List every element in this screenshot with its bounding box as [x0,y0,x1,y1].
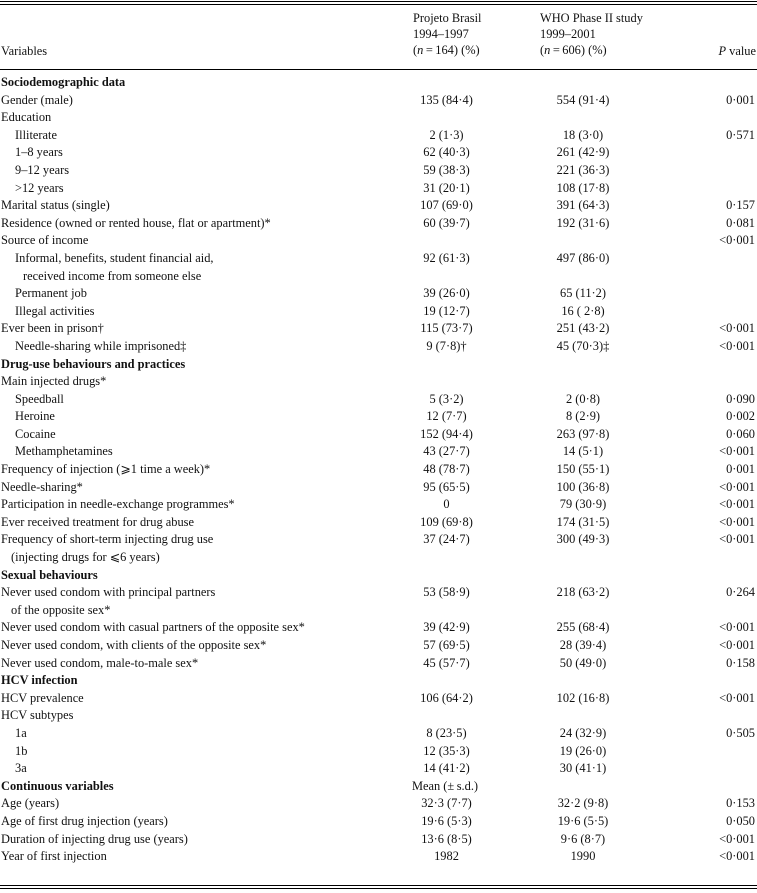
table-row [0,707,757,725]
table-row [0,232,757,250]
cell-who-phase2: 174 (31·5) [556,514,610,529]
table-row [0,426,757,444]
cell-p-value: 0·571 [726,127,755,142]
row-label [1,496,235,514]
row-label-text: Residence (owned or rented house, flat or apartment)* [1,215,271,230]
row-label [15,338,186,356]
table-row [0,320,757,338]
row-label-text: Ever been in prison† [1,321,104,336]
table-body [0,74,757,866]
column-header-b-n: (n = 606) (%) [540,43,607,57]
cell-who-phase2: 497 (86·0) [556,250,610,265]
table-row [0,197,757,215]
row-label-text: 1b [15,743,28,758]
table-row [0,496,757,514]
cell-who-phase2: 1990 [570,849,596,864]
cell-p-value: 0·153 [726,796,755,811]
cell-projeto-brasil: 107 (69·0) [420,198,473,213]
row-label [1,531,213,566]
row-label [1,514,194,532]
row-label-text: Illegal activities [15,303,95,318]
cell-projeto-brasil: 37 (24·7) [423,532,470,547]
cell-projeto-brasil: 39 (26·0) [423,286,470,301]
row-label [15,391,64,409]
table-row [0,373,757,391]
table-row [0,162,757,180]
table-row [0,215,757,233]
row-label-text: 1–8 years [15,145,63,160]
row-label-continuation: of the opposite sex* [11,602,111,617]
cell-projeto-brasil: 39 (42·9) [423,620,470,635]
cell-who-phase2: 218 (63·2) [556,585,610,600]
table-row [0,795,757,813]
row-label-text: Main injected drugs* [1,374,107,389]
cell-who-phase2: 300 (49·3) [556,532,610,547]
row-label-text: 9–12 years [15,162,70,177]
column-header-b-n-rest: = 606) (%) [550,43,607,57]
column-header-b-line1: WHO Phase II study [540,11,643,25]
row-label [1,232,88,250]
row-label [1,356,185,374]
row-label [15,426,56,444]
row-label [15,760,27,778]
table-row [0,408,757,426]
table-row [0,144,757,162]
cell-who-phase2: 108 (17·8) [556,180,610,195]
row-label [1,197,110,215]
table-row [0,690,757,708]
row-label-text: HCV infection [1,673,78,688]
column-header-a-line1: Projeto Brasil [413,11,482,25]
row-label-text: Illiterate [15,127,57,142]
table-row [0,303,757,321]
row-label [1,479,83,497]
row-label [15,127,57,145]
cell-projeto-brasil: 115 (73·7) [420,321,473,336]
row-label-text: Gender (male) [1,92,73,107]
cell-projeto-brasil: 92 (61·3) [423,250,470,265]
row-label-text: Year of first injection [1,849,107,864]
cell-p-value: <0·001 [719,620,755,635]
row-label [1,778,114,796]
row-label-continuation: (injecting drugs for ⩽6 years) [11,550,160,565]
table-row [0,531,757,566]
cell-who-phase2: 65 (11·2) [560,286,606,301]
cell-p-value: <0·001 [719,233,755,248]
row-label-text: 1a [15,725,27,740]
row-label-text: Drug-use behaviours and practices [1,356,186,371]
table-row [0,461,757,479]
row-label [1,813,168,831]
cell-who-phase2: 2 (0·8) [565,391,601,406]
column-header-p-italic: P [718,44,727,58]
table-row [0,443,757,461]
cell-p-value: 0·264 [726,585,755,600]
table-row [0,514,757,532]
row-label-text: Heroine [15,409,55,424]
cell-projeto-brasil: 45 (57·7) [423,655,470,670]
cell-p-value: 0·081 [726,215,755,230]
row-label [15,162,69,180]
cell-projeto-brasil: 135 (84·4) [420,92,473,107]
column-header-a-line2: 1994–1997 [413,27,469,41]
cell-p-value: <0·001 [719,514,755,529]
table-row [0,848,757,866]
row-label [1,619,305,637]
row-label-text: Cocaine [15,426,56,441]
cell-who-phase2: 263 (97·8) [556,426,610,441]
row-label [1,92,73,110]
table-row [0,109,757,127]
section-header-row [0,778,757,796]
cell-projeto-brasil: 2 (1·3) [429,127,464,142]
row-label [1,848,107,866]
row-label-text: Frequency of injection (⩾1 time a week)* [1,462,211,477]
cell-projeto-brasil: 60 (39·7) [423,215,470,230]
row-label-text: Never used condom, with clients of the opposite sex* [1,638,267,652]
row-label [1,74,125,92]
row-label-continuation: received income from someone else [23,268,202,283]
cell-p-value: <0·001 [719,690,755,705]
cell-who-phase2: 251 (43·2) [556,321,610,336]
cell-projeto-brasil: 9 (7·8)† [426,338,467,353]
table-top-rule-double [0,4,757,5]
table-row [0,760,757,778]
cell-projeto-brasil: 14 (41·2) [423,761,470,776]
row-label-text: Needle-sharing while imprisoned‡ [15,338,187,353]
row-label-text: Source of income [1,233,89,248]
row-label-text: Continuous variables [1,778,114,793]
cell-projeto-brasil: 31 (20·1) [423,180,470,195]
cell-who-phase2: 554 (91·4) [556,92,610,107]
column-header-who-phase2 [540,10,643,58]
row-label [1,707,73,725]
cell-who-phase2: 255 (68·4) [556,620,610,635]
row-label-text: Age of first drug injection (years) [1,813,168,828]
cell-who-phase2: 221 (36·3) [556,162,610,177]
table-row [0,619,757,637]
cell-p-value: <0·001 [719,338,755,353]
cell-projeto-brasil: 19·6 (5·3) [421,813,472,828]
column-header-p-rest: value [726,44,756,58]
row-label [1,215,271,233]
row-label-text: Methamphetamines [15,444,113,459]
cell-p-value: 0·050 [726,813,755,828]
cell-p-value: <0·001 [719,831,755,846]
row-label-text: Participation in needle-exchange programmes* [1,497,235,512]
column-header-b-n-italic: n [544,43,551,57]
row-label [1,373,106,391]
row-label-text: Sociodemographic data [1,75,126,89]
column-header-a-n-rest: = 164) (%) [423,43,480,57]
cell-who-phase2: 192 (31·6) [556,215,610,230]
column-header-b-line2: 1999–2001 [540,27,596,41]
cell-p-value: <0·001 [719,532,755,547]
row-label [15,303,94,321]
row-label [1,320,104,338]
cell-who-phase2: 100 (36·8) [556,479,610,494]
table-row [0,391,757,409]
row-label [1,672,78,690]
column-header-a-n: (n = 164) (%) [413,43,480,57]
row-label-text: Never used condom, male-to-male sex* [1,655,199,670]
column-header-p-value [718,43,756,59]
cell-who-phase2: 102 (16·8) [556,690,610,705]
row-label-text: Marital status (single) [1,198,110,213]
cell-projeto-brasil: 95 (65·5) [423,479,470,494]
cell-p-value: 0·060 [726,426,755,441]
row-label [15,250,214,285]
cell-who-phase2: 28 (39·4) [559,638,607,652]
cell-who-phase2: 14 (5·1) [562,444,604,459]
cell-projeto-brasil: 62 (40·3) [423,145,470,160]
cell-who-phase2: 50 (49·0) [559,655,607,670]
cell-who-phase2: 45 (70·3)‡ [556,338,610,353]
column-header-a-n-italic: n [417,43,424,57]
table-row [0,180,757,198]
section-header-row [0,567,757,585]
section-header-row [0,356,757,374]
cell-p-value: 0·505 [726,725,755,740]
table-row [0,479,757,497]
table-row [0,285,757,303]
table-bottom-rule-double [0,888,757,889]
cell-projeto-brasil: 59 (38·3) [423,162,470,177]
row-label [1,655,198,673]
cell-projeto-brasil: 109 (69·8) [420,514,473,529]
cell-who-phase2: 16 ( 2·8) [561,303,605,318]
table-row [0,813,757,831]
row-label-text: Age (years) [1,796,60,811]
row-label-text: Sexual behaviours [1,567,98,582]
column-header-variables-text: Variables [1,44,48,58]
row-label-text: HCV prevalence [1,690,84,705]
cell-p-value: <0·001 [719,497,755,512]
cell-p-value: <0·001 [719,638,755,652]
cell-p-value: 0·090 [726,391,755,406]
cell-projeto-brasil: 5 (3·2) [429,391,464,406]
cell-who-phase2: 24 (32·9) [559,725,607,740]
row-label-text: Permanent job [15,286,87,301]
row-label-text: Needle-sharing* [1,479,83,494]
table-row [0,725,757,743]
cell-projeto-brasil: 57 (69·5) [423,638,470,652]
row-label [15,285,87,303]
cell-who-phase2: 261 (42·9) [556,145,610,160]
row-label [15,180,64,198]
row-label-text: Never used condom with principal partners [1,585,216,600]
row-label-text: Education [1,110,52,125]
table-row [0,743,757,761]
row-label [15,725,27,743]
cell-p-value: <0·001 [719,321,755,336]
cell-projeto-brasil: 1982 [434,849,459,864]
column-header-variables [1,43,47,59]
cell-projeto-brasil: 32·3 (7·7) [421,796,472,811]
table-bottom-rule [0,885,757,886]
cell-projeto-brasil: 12 (7·7) [426,409,467,424]
row-label [1,109,51,127]
table-row [0,127,757,145]
cell-who-phase2: 18 (3·0) [562,127,604,142]
cell-p-value: <0·001 [719,849,755,864]
cell-who-phase2: 30 (41·1) [559,761,607,776]
cell-projeto-brasil: 53 (58·9) [423,585,470,600]
cell-who-phase2: 32·2 (9·8) [557,796,609,811]
table-row [0,831,757,849]
row-label-text: 3a [15,761,27,776]
cell-projeto-brasil: 8 (23·5) [426,725,467,740]
table-top-rule [0,1,757,2]
cell-p-value: 0·002 [726,409,755,424]
row-label [1,690,84,708]
cell-who-phase2: 79 (30·9) [559,497,607,512]
row-label [1,795,59,813]
cell-projeto-brasil: 152 (94·4) [420,426,473,441]
section-header-row [0,74,757,92]
row-label-text: HCV subtypes [1,708,74,723]
cell-who-phase2: 9·6 (8·7) [560,831,606,846]
cell-p-value: 0·001 [726,92,755,107]
table-row [0,655,757,673]
row-label [15,144,63,162]
row-label [15,408,55,426]
row-label [1,584,215,619]
row-label [1,637,266,655]
cell-projeto-brasil: 43 (27·7) [423,444,470,459]
cell-p-value: <0·001 [719,479,755,494]
row-label [1,461,210,479]
row-label [1,831,188,849]
row-label-text: Ever received treatment for drug abuse [1,514,194,529]
row-label-text: Never used condom with casual partners of the opposite sex* [1,620,305,635]
table-row [0,250,757,285]
cell-who-phase2: 19·6 (5·5) [557,813,609,828]
row-label-text: >12 years [15,180,64,195]
cell-who-phase2: 19 (26·0) [559,743,607,758]
column-header-projeto-brasil [413,10,482,58]
cell-p-value: 0·157 [726,198,755,213]
row-label [15,743,27,761]
row-label-text: Speedball [15,391,64,406]
cell-projeto-brasil: 12 (35·3) [423,743,470,758]
row-label-text: Frequency of short-term injecting drug use [1,532,214,547]
table-row [0,637,757,655]
table-row [0,92,757,110]
cell-p-value: 0·001 [726,462,755,477]
cell-projeto-brasil: 19 (12·7) [423,303,470,318]
cell-mean-label: Mean (± s.d.) [412,778,479,793]
cell-who-phase2: 150 (55·1) [556,462,610,477]
header-rule [0,69,757,70]
row-label [1,567,98,585]
row-label-text: Duration of injecting drug use (years) [1,831,188,846]
cell-projeto-brasil: 0 [443,497,450,512]
row-label [15,443,113,461]
section-header-row [0,672,757,690]
cell-projeto-brasil: 48 (78·7) [423,462,470,477]
cell-who-phase2: 391 (64·3) [556,198,610,213]
cell-p-value: 0·158 [726,655,755,670]
cell-p-value: <0·001 [719,444,755,459]
table-row [0,338,757,356]
cell-projeto-brasil: 13·6 (8·5) [421,831,472,846]
cell-who-phase2: 8 (2·9) [565,409,601,424]
row-label-text: Informal, benefits, student financial aid, [15,250,214,265]
table-row [0,584,757,619]
cell-projeto-brasil: 106 (64·2) [420,690,473,705]
